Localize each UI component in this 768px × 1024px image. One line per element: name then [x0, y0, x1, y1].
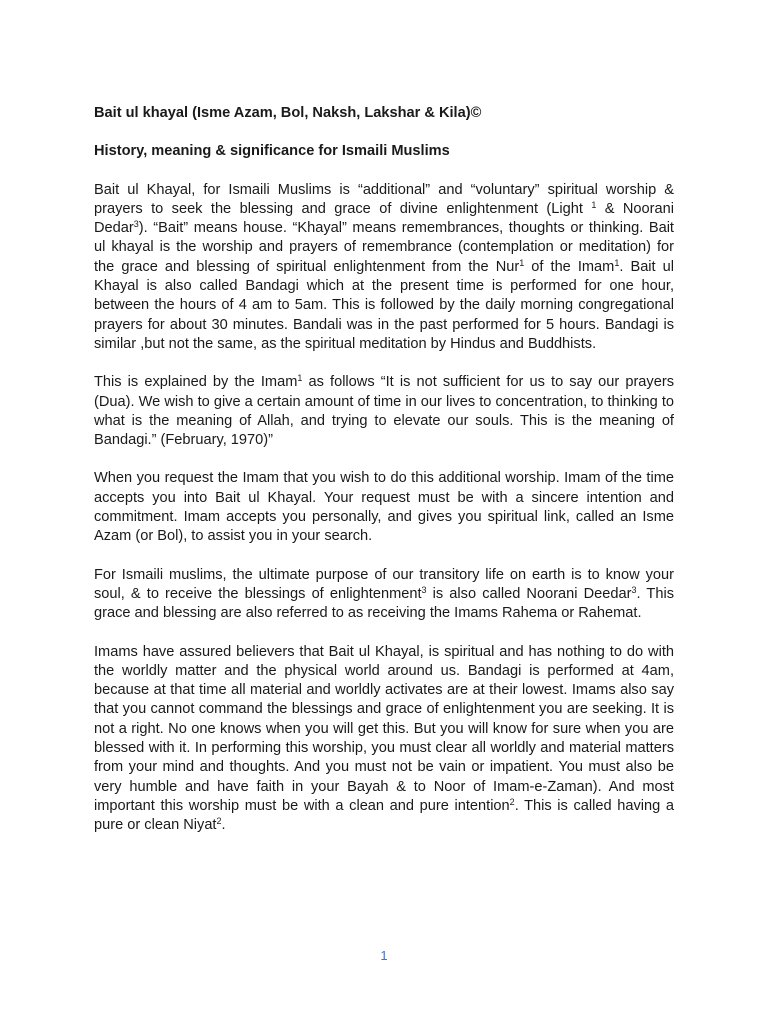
footnote-ref: 3: [631, 584, 637, 595]
footnote-ref: 2: [509, 796, 515, 807]
document-title: Bait ul khayal (Isme Azam, Bol, Naksh, Lakshar & Kila)©: [94, 105, 482, 121]
footnote-ref: 1: [519, 257, 525, 268]
paragraph-text: For Ismaili muslims, the ultimate purpose of our transitory life on earth is to know your soul, & to receive the blessings of enlightenment: [94, 566, 674, 602]
paragraph-text: ). “Bait” means house. “Khayal” means remembrances, thoughts or thinking. Bait ul khayal is the worship and prayers of remembrance (contemplation or meditation) for the grace and blessing of spiritual enlightenment from the Nur: [94, 220, 674, 275]
footnote-ref: 1: [591, 199, 597, 210]
footnote-ref: 1: [297, 373, 303, 384]
paragraph-text: as follows “It is not sufficient for us to say our prayers (Dua). We wish to give a certain amount of time in our lives to concentration, to thinking to what is the meaning of Allah, and trying to elevate our souls. This is the meaning of Bandagi.” (February, 1970)”: [94, 374, 674, 449]
page-number: 1: [380, 948, 388, 963]
paragraph-text: . This is called having a pure or clean Niyat: [94, 797, 674, 834]
paragraph-text: is also called Noorani Deedar: [426, 585, 632, 602]
paragraph-2: [94, 373, 674, 450]
footnote-ref: 2: [216, 816, 222, 827]
paragraph-1: [94, 181, 674, 355]
paragraph-text: Imams have assured believers that Bait ul Khayal, is spiritual and has nothing to do with the worldly matter and the physical world around us. Bandagi is performed at 4am, because at that time all material and worldly activates are at their lowest. Imams also say that you cannot command the blessings and grace of enlightenment you are seeking. It is not a right. No one knows when you will get this. But you will know for sure when you are blessed with it. In performing this worship, you must clear all worldly and material matters from your mind and thoughts. And you must not be vain or impatient. You must also be very humble and have faith in your Bayah & to Noor of Imam-e-Zaman). And most important this worship must be with a clean and pure intention: [94, 643, 674, 814]
footnote-ref: 3: [133, 219, 139, 230]
paragraph-text: of the Imam: [524, 258, 615, 275]
document-subtitle: History, meaning & significance for Ismaili Muslims: [94, 143, 450, 160]
paragraph-text: . Bait ul Khayal is also called Bandagi which at the present time is performed for one hour, between the hours of 4 am to 5am. This is followed by the daily morning congregational prayers for about 30 minutes. Bandali was in the past performed for 5 hours. Bandagi is similar ,but not the same, as the spiritual meditation by Hindus and Buddhists.: [94, 258, 675, 352]
paragraph-5: [94, 643, 674, 836]
paragraph-4: [94, 566, 674, 624]
paragraph-text: This is explained by the Imam: [94, 374, 298, 391]
paragraph-text: & Noorani Dedar: [94, 200, 675, 237]
footnote-ref: 3: [421, 584, 427, 595]
paragraph-3: [94, 469, 674, 546]
document-body: [94, 181, 674, 836]
paragraph-text: .: [221, 817, 226, 834]
paragraph-text: When you request the Imam that you wish to do this additional worship. Imam of the time accepts you into Bait ul Khayal. Your request must be with a sincere intention and commitment. Imam accepts you personally, and gives you spiritual link, called an Isme Azam (or Bol), to assist you in your search.: [94, 470, 674, 545]
document-page: [94, 104, 674, 855]
footnote-ref: 1: [614, 257, 620, 268]
paragraph-text: . This grace and blessing are also referred to as receiving the Imams Rahema or Rahemat.: [94, 585, 675, 622]
paragraph-text: Bait ul Khayal, for Ismaili Muslims is “additional” and “voluntary” spiritual worship & prayers to seek the blessing and grace of divine enlightenment (Light: [94, 181, 674, 217]
